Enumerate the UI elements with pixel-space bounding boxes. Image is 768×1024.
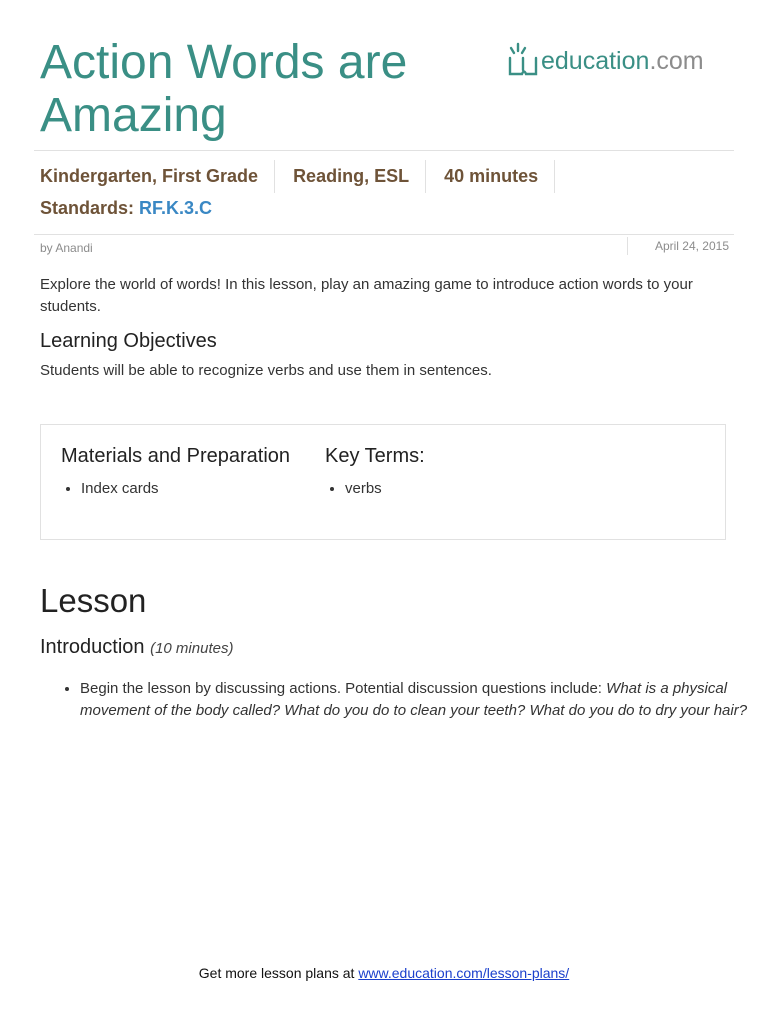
lesson-meta	[40, 160, 573, 193]
list-item	[80, 678, 768, 721]
materials-box	[40, 424, 726, 540]
step-questions: What is a physical movement of the body called? What do you do to clean your teeth? What do you do to dry your hair?	[80, 680, 748, 719]
objectives-heading: Learning Objectives	[40, 330, 217, 352]
subjects: Reading, ESL	[293, 160, 426, 193]
author-byline: by Anandi	[40, 241, 93, 255]
materials-list	[61, 478, 290, 500]
education-logo[interactable]	[506, 40, 704, 76]
step-text: Begin the lesson by discussing actions. Potential discussion questions include:	[80, 680, 602, 697]
meta-divider	[34, 234, 734, 235]
standards-label: Standards:	[40, 198, 135, 218]
lesson-heading: Lesson	[40, 582, 147, 619]
logo-wordmark: education	[541, 47, 650, 75]
page-footer	[0, 965, 768, 981]
list-item: • verbs	[345, 478, 425, 500]
lesson-plans-link[interactable]: www.education.com/lesson-plans/	[358, 965, 570, 981]
materials-heading: Materials and Preparation	[61, 445, 291, 467]
objectives-text: Students will be able to recognize verbs and use them in sentences.	[40, 362, 492, 379]
key-terms-heading: Key Terms:	[325, 445, 425, 467]
section-title: Introduction	[40, 636, 145, 658]
lesson-intro: Explore the world of words! In this lesson, play an amazing game to introduce action words to your students.	[40, 276, 693, 315]
header-divider	[34, 150, 734, 151]
key-terms-column	[325, 445, 425, 500]
section-time: (10 minutes)	[150, 640, 234, 657]
book-logo-icon	[506, 40, 540, 76]
materials-column	[61, 445, 290, 500]
grade-levels: Kindergarten, First Grade	[40, 160, 275, 193]
introduction-heading	[40, 636, 233, 659]
footer-text: Get more lesson plans at	[198, 965, 355, 981]
page-title: Action Words are Amazing	[40, 36, 408, 142]
logo-suffix: .com	[649, 47, 704, 75]
standards	[40, 198, 212, 219]
key-terms-list	[325, 478, 425, 500]
publish-date: April 24, 2015	[627, 237, 729, 255]
list-item: • Index cards	[81, 478, 290, 500]
duration: 40 minutes	[444, 160, 555, 193]
standards-link[interactable]: RF.K.3.C	[139, 198, 213, 218]
introduction-steps	[40, 678, 768, 721]
